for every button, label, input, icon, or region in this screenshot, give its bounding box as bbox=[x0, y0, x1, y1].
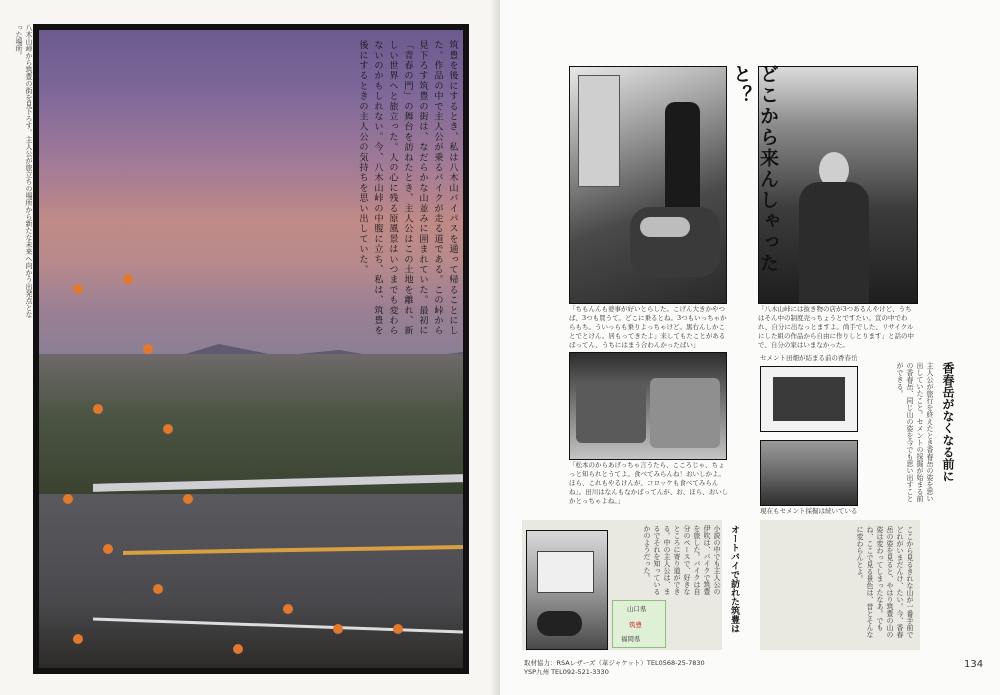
credit-line-2: YSP九州 TEL092-521-3330 bbox=[524, 668, 609, 676]
headline: どこから来んしゃったと？ bbox=[730, 64, 779, 274]
map-label-fukuoka: 福岡県 bbox=[621, 635, 641, 643]
side-heading: 香春岳がなくなる前に bbox=[941, 362, 955, 482]
map-inset bbox=[612, 600, 666, 648]
photo4-caption: 現在もセメント採掘は続いている bbox=[760, 507, 858, 515]
page-number: 134 bbox=[964, 659, 984, 670]
photo1-caption: 「ちもんんも婆事が好いとらした。こげん大きかやつば、3つも買うて。どこに乗るとね。3つもいっちゃからもち。ういっらも乗りよっちゃけど。黒右んしかことでとけん。居もってきたよ」来してもたことがあるばってん、うちにはまう合わんかったばい」 bbox=[569, 305, 727, 349]
photo3-title: セメント田畑が結まる前の香春岳 bbox=[760, 354, 858, 362]
article-text: 筑豊を後にするとき、私は八木山バイパスを通って帰ることにした。作品の中で主人公が乗るバイクが走る道である。この峠から見下ろす筑豊の街は、なだらかな山並みに囲まれていた。最初に「青春の門」の舞台を訪ねたとき、主人公はこの土地を離れ、新しい世界へと旅立った。人の心に残る原風景はいつまでも変わらないのかもしれない。今、八木山峠の中腹に立ち、私は、筑豊を後にするときの主人公の気持ちを思い出していた。 bbox=[357, 40, 458, 336]
photo-food-stall bbox=[569, 352, 727, 460]
cosmos-flower bbox=[183, 494, 193, 504]
quote-text: ここから見るきれな山が一番手前でどれがいまだんけ、たい。今、香春岳の姿を見ると、やはり筑豊の山の姿は変わってしまったなあ。でもね、ここで見る景色は、昔とそんなに変わらんとよ。 bbox=[856, 526, 914, 638]
cosmos-flower bbox=[73, 284, 83, 294]
box-title: オートバイで訪れた筑豊は bbox=[729, 525, 739, 633]
photo-motorcycle-man bbox=[569, 66, 727, 304]
cosmos-flower bbox=[153, 584, 163, 594]
box-body: 小説の中でも主人公の伊吹は、バイクで筑豊を旅した。バイクは自分のペースで、好きなところに寄り道ができる。中の主人公は、まるでそれを知っているかのようだった。 bbox=[643, 525, 721, 595]
photo3-caption: 「松本のからあげっちゃ言うたら、こころじゃ、ちょっと知られとうてよ。食べてみらんね！おいしかよ。ほら、これもやるけんが、コロッケも食べてみらんね」。田川はなんもなかばってんが、お、ほら、おいしかとっちゃよね。」 bbox=[569, 461, 729, 505]
cosmos-flower bbox=[143, 344, 153, 354]
cosmos-flower bbox=[73, 634, 83, 644]
photo-smiling-man bbox=[758, 66, 918, 304]
cosmos-flower bbox=[163, 424, 173, 434]
cosmos-flower bbox=[333, 624, 343, 634]
credit-line-1: 取材協力：RSAレザーズ（革ジャケット）TEL0568-25-7830 bbox=[524, 659, 705, 667]
road bbox=[39, 494, 463, 668]
photo-kawara-mountain-old bbox=[760, 366, 858, 432]
photo-motorcycle-sign bbox=[526, 530, 608, 650]
cosmos-flower bbox=[93, 404, 103, 414]
cosmos-flower bbox=[103, 544, 113, 554]
map-label-chikuho: 筑豊 bbox=[629, 621, 642, 629]
left-page bbox=[0, 0, 496, 695]
cosmos-flower bbox=[63, 494, 73, 504]
cosmos-flower bbox=[393, 624, 403, 634]
article-body bbox=[160, 40, 460, 355]
photo-caption: 八木山峠から筑豊の街を見下ろす。主人公が旅立ちの場所から新たな未来へ向かう出発点となった場所。 bbox=[15, 24, 33, 318]
cosmos-flower bbox=[233, 644, 243, 654]
cosmos-flower bbox=[123, 274, 133, 284]
map-label-yamaguchi: 山口県 bbox=[627, 605, 647, 613]
cosmos-flower bbox=[283, 604, 293, 614]
photo2-caption: 「八木山峠には抜き物の店が3つあるんやけど、うちはそん中の制度売っちょうとですたい。宣の中でわれ、自分に出なっとますよ。尚手でした、リサイクルにした組の作品から自由に作りしとります」と話の中で、自分の家はいまなかった。 bbox=[758, 305, 914, 349]
credit-line bbox=[524, 659, 705, 677]
photo-kawara-mountain-now bbox=[760, 440, 858, 506]
side-body: 主人公が旅行を終えたとき香春岳の姿を思い出していたこと。セメントの採掘が始まる前の香春岳、同じ山の姿を今でも思い出すことができる。 bbox=[896, 362, 934, 502]
